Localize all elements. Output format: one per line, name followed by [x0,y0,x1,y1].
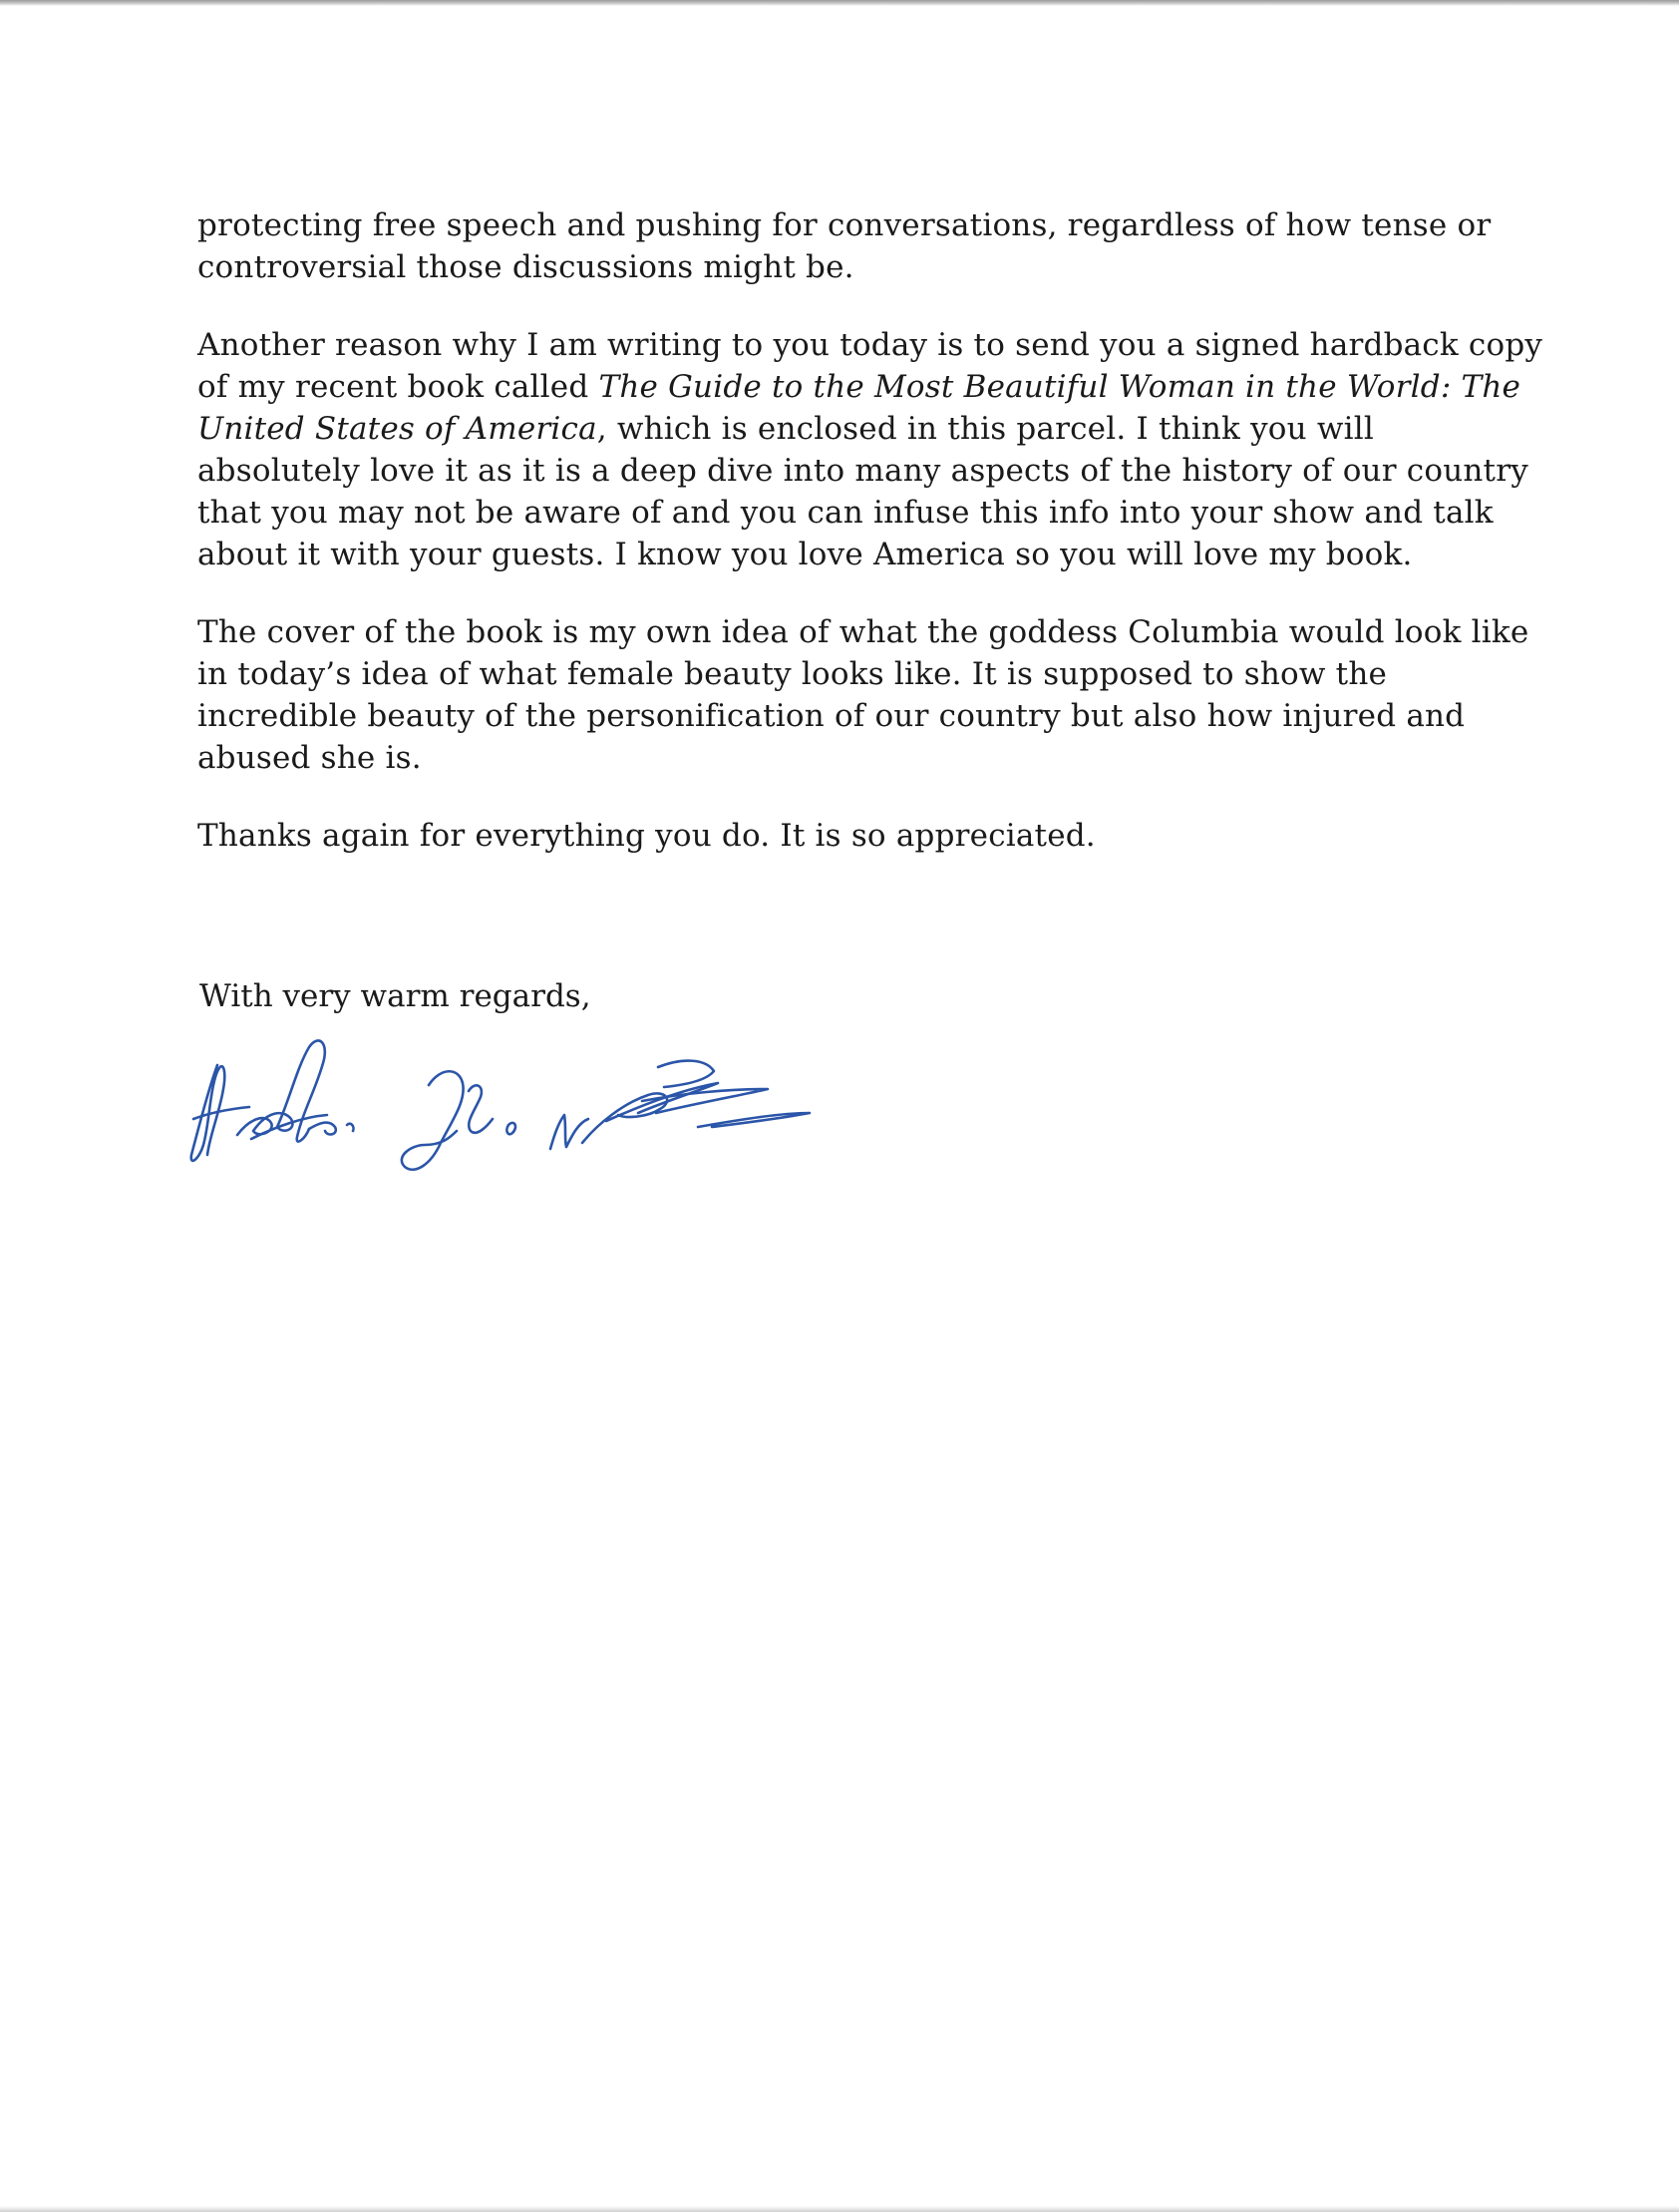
book-title-part-2: United States of America [197,411,597,447]
paragraph-3 [197,611,1529,779]
paragraph-1 [197,204,1494,288]
text-line: in today’s idea of what female beauty looks like. It is supposed to show the [197,656,1388,692]
text-fragment: of my recent book called [197,369,599,405]
text-fragment: , which is enclosed in this parcel. I think you will [596,411,1374,447]
text-line: protecting free speech and pushing for conversations, regardless of how tense or [197,207,1492,243]
text-line: abused she is. [197,740,422,776]
text-line: incredible beauty of the personification of our country but also how injured and [197,698,1466,734]
paragraph-4 [197,815,1494,857]
text-line: that you may not be aware of and you can infuse this info into your show and talk [197,495,1494,531]
text-line: absolutely love it as it is a deep dive into many aspects of the history of our country [197,453,1528,489]
text-line [197,408,1494,450]
scan-edge-top [0,0,1679,6]
text-line: The cover of the book is my own idea of what the goddess Columbia would look like [197,614,1529,650]
text-line: Thanks again for everything you do. It is so appreciated. [197,818,1096,854]
closing-salutation: With very warm regards, [199,978,591,1014]
book-title-part-1: The Guide to the Most Beautiful Woman in the World: The [598,369,1521,405]
paragraph-2 [197,324,1543,575]
text-line: controversial those discussions might be. [197,249,854,285]
handwritten-signature [179,1027,897,1187]
letter-body [197,204,1543,857]
text-line: Another reason why I am writing to you today is to send you a signed hardback copy [197,327,1543,363]
text-line: about it with your guests. I know you love America so you will love my book. [197,537,1413,572]
scan-edge-bottom [0,2206,1679,2212]
text-line [197,366,1521,408]
